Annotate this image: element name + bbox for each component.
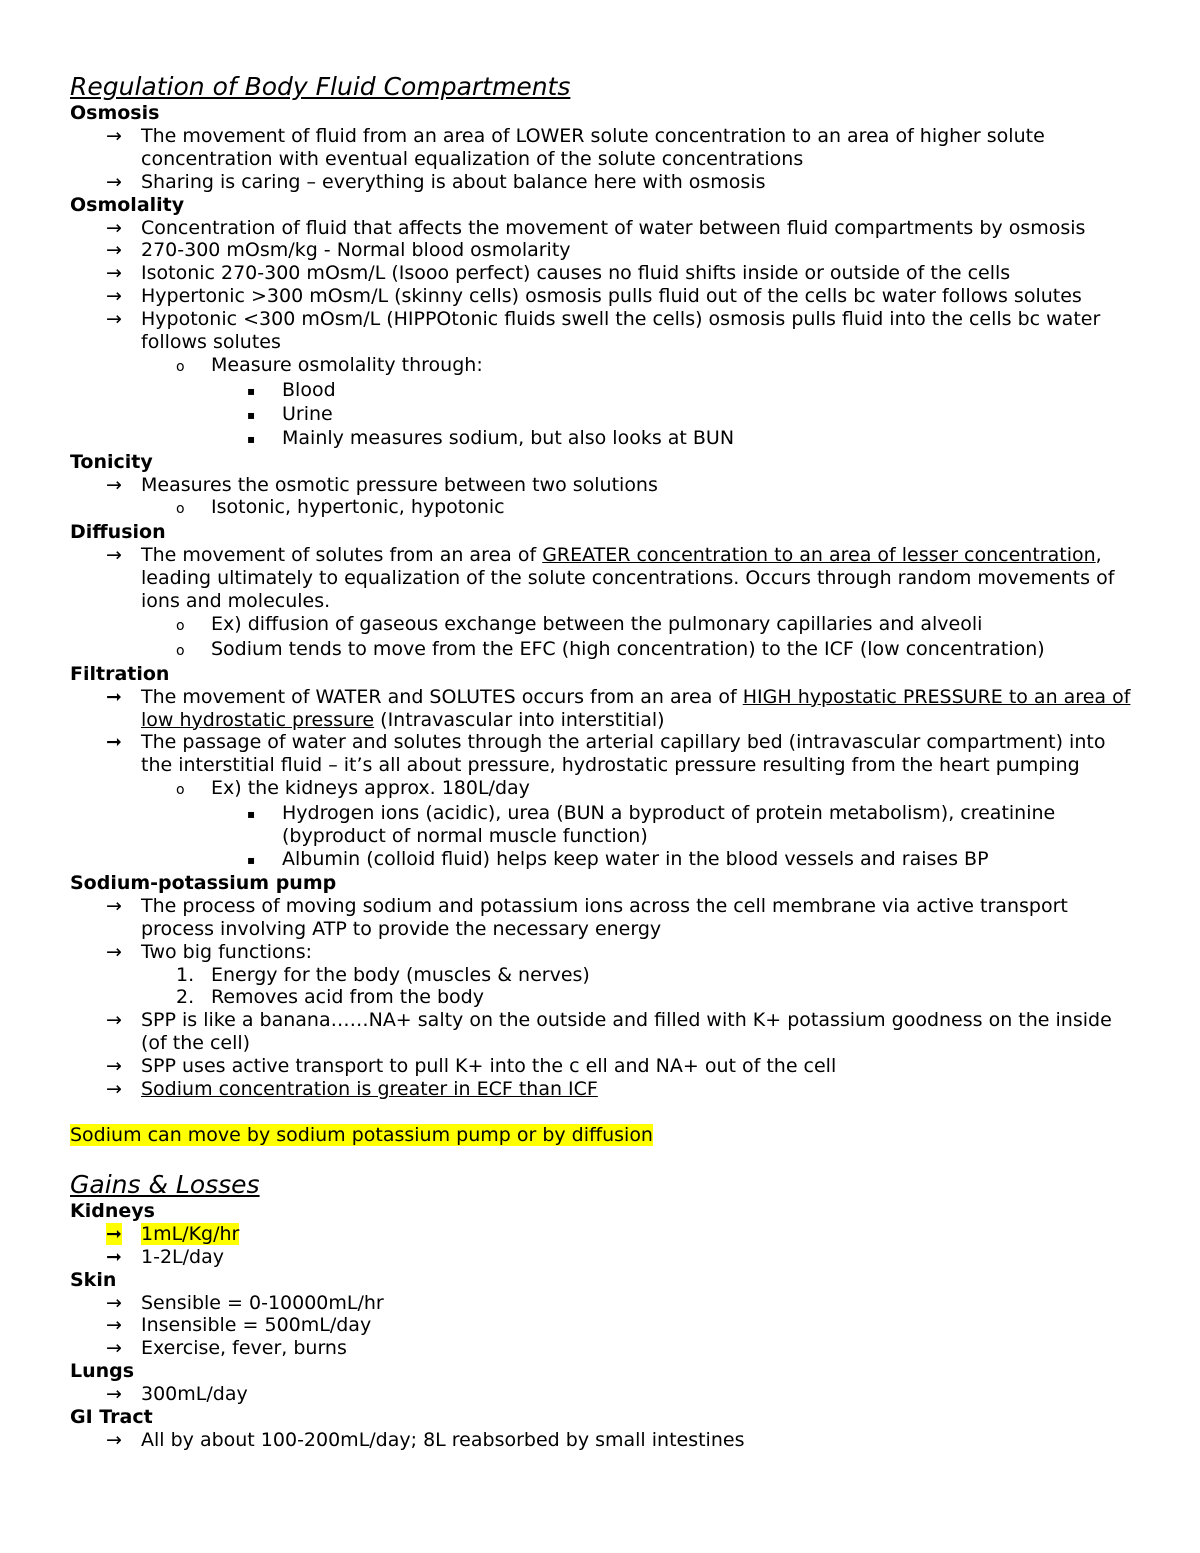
arrow-bullet-icon: →: [106, 170, 122, 193]
arrow-bullet-icon: →: [106, 216, 122, 239]
bullet-item: → SPP uses active transport to pull K+ into the c ell and NA+ out of the cell: [106, 1055, 837, 1078]
arrow-bullet-icon: →: [106, 239, 122, 262]
arrow-bullet-icon: →: [106, 1314, 122, 1337]
sub-bullet-item: o Ex) diffusion of gaseous exchange between the pulmonary capillaries and alveoli: [70, 613, 1140, 638]
square-bullet-icon: ▪: [247, 853, 256, 867]
heading-skin: Skin: [70, 1268, 117, 1291]
arrow-bullet-icon: →: [106, 308, 122, 331]
arrow-bullet-icon: →: [106, 1009, 122, 1032]
section-title-gains-losses: Gains & Losses: [70, 1169, 260, 1199]
arrow-bullet-icon: →: [106, 1428, 122, 1451]
numbered-item: 1. Energy for the body (muscles & nerves): [176, 963, 590, 986]
circle-bullet-icon: o: [176, 782, 185, 799]
numbered-item: 2. Removes acid from the body: [176, 986, 484, 1009]
underlined-text: GREATER concentration to an area of lesser concentration: [542, 544, 1096, 567]
arrow-bullet-icon: →: [106, 1055, 122, 1078]
arrow-bullet-icon: →: [106, 285, 122, 308]
arrow-bullet-icon: →: [106, 940, 122, 963]
bullet-item: ➞ The movement of WATER and SOLUTES occurs from an area of HIGH hypostatic PRESSURE to an area of low hydrostatic pressure (Intravascular into interstitial): [106, 685, 1131, 731]
arrow-bullet-icon: →: [106, 1337, 122, 1360]
sub-bullet-item: o Ex) the kidneys approx. 180L/day: [70, 777, 1140, 802]
bullet-item: → The movement of solutes from an area of GREATER concentration to an area of lesser concentration, leading ultimately to equalization of the solute concentrations. Occurs through random movements of ions and molecules.: [106, 544, 1115, 613]
arrow-bullet-icon: →: [106, 1383, 122, 1406]
arrow-bullet-icon: →: [106, 1291, 122, 1314]
arrow-bullet-icon: →: [106, 473, 122, 496]
bullet-item: → 270-300 mOsm/kg - Normal blood osmolarity: [106, 239, 571, 262]
bullet-item: → SPP is like a banana……NA+ salty on the outside and filled with K+ potassium goodness on the inside (of the cell): [106, 1009, 1112, 1055]
bullet-item: ➞ 1-2L/day: [106, 1245, 224, 1268]
bullet-item: ➞ The passage of water and solutes through the arterial capillary bed (intravascular compartment) into the interstitial fluid – it’s all about pressure, hydrostatic pressure resulting from the heart pumping: [106, 731, 1106, 777]
bullet-item: → Concentration of fluid that affects the movement of water between fluid compartments by osmosis: [106, 216, 1086, 239]
arrow-bullet-icon: →: [106, 124, 122, 147]
heading-tonicity: Tonicity: [70, 450, 153, 473]
bullet-item: → Hypotonic <300 mOsm/L (HIPPOtonic fluids swell the cells) osmosis pulls fluid into the cells bc water follows solutes: [106, 308, 1101, 354]
sub-sub-bullet-item: ▪ Blood: [247, 378, 336, 401]
bullet-item: → Insensible = 500mL/day: [106, 1314, 372, 1337]
bold-arrow-bullet-icon: ➞: [106, 685, 122, 708]
square-bullet-icon: ▪: [247, 407, 256, 422]
heading-kidneys: Kidneys: [70, 1199, 155, 1222]
arrow-bullet-icon: →: [106, 262, 122, 285]
sub-bullet-item: o Isotonic, hypertonic, hypotonic: [70, 496, 1140, 521]
bullet-item: → Measures the osmotic pressure between two solutions: [106, 473, 658, 496]
heading-gi-tract: GI Tract: [70, 1406, 153, 1429]
sub-sub-bullet-item: ▪ Urine: [247, 402, 333, 425]
bullet-item: ➞ 1mL/Kg/hr: [106, 1222, 240, 1245]
bullet-item: → All by about 100-200mL/day; 8L reabsorbed by small intestines: [106, 1428, 745, 1451]
number-marker: 2.: [176, 986, 195, 1009]
bullet-item: → The process of moving sodium and potassium ions across the cell membrane via active transport process involving ATP to provide the necessary energy: [106, 894, 1068, 940]
underlined-text: HIGH hypostatic PRESSURE to an area of low hydrostatic pressure: [141, 685, 1131, 731]
bullet-item: → Sensible = 0-10000mL/hr: [106, 1291, 384, 1314]
bullet-item: [70, 1078, 1140, 1101]
square-bullet-icon: ▪: [247, 383, 256, 398]
square-bullet-icon: ▪: [247, 807, 256, 822]
circle-bullet-icon: o: [176, 642, 185, 659]
circle-bullet-icon: o: [176, 501, 185, 518]
heading-lungs: Lungs: [70, 1360, 135, 1383]
number-marker: 1.: [176, 963, 195, 986]
sub-bullet-item: o Sodium tends to move from the EFC (high concentration) to the ICF (low concentration): [70, 638, 1140, 663]
circle-bullet-icon: o: [176, 617, 185, 634]
heading-diffusion: Diffusion: [70, 521, 166, 544]
highlighted-note: Sodium can move by sodium potassium pump or by diffusion: [70, 1123, 653, 1146]
square-bullet-icon: ▪: [247, 431, 256, 446]
sub-sub-bullet-item: ▪ Mainly measures sodium, but also looks at BUN: [247, 426, 735, 449]
bullet-item: → Sharing is caring – everything is about balance here with osmosis: [106, 170, 766, 193]
heading-sodium-potassium-pump: Sodium-potassium pump: [70, 871, 337, 894]
arrow-bullet-icon: →: [106, 1078, 122, 1101]
arrow-bullet-icon: →: [106, 544, 122, 567]
sub-bullet-item: o Measure osmolality through:: [70, 354, 1140, 379]
bullet-item: → The movement of fluid from an area of LOWER solute concentration to an area of higher solute concentration with eventual equalization of the solute concentrations: [106, 124, 1045, 170]
bold-arrow-bullet-icon: ➞: [106, 1245, 122, 1268]
bold-arrow-bullet-icon: ➞: [106, 1222, 122, 1245]
heading-filtration: Filtration: [70, 662, 170, 685]
bullet-item: → Exercise, fever, burns: [106, 1337, 347, 1360]
bullet-item: → Two big functions:: [106, 940, 313, 963]
circle-bullet-icon: o: [176, 358, 185, 375]
bullet-item: → Hypertonic >300 mOsm/L (skinny cells) osmosis pulls fluid out of the cells bc water follows solutes: [106, 285, 1082, 308]
section-title-regulation: Regulation of Body Fluid Compartments: [70, 72, 571, 101]
heading-osmosis: Osmosis: [70, 102, 160, 124]
bullet-item: → 300mL/day: [106, 1383, 248, 1406]
document-page: [70, 72, 1140, 1452]
heading-osmolality: Osmolality: [70, 193, 185, 216]
sub-sub-bullet-item: ▪ Hydrogen ions (acidic), urea (BUN a byproduct of protein metabolism), creatinine (byproduct of normal muscle function): [247, 802, 1056, 848]
underlined-text: Sodium concentration is greater in ECF than ICF: [141, 1078, 598, 1101]
bold-arrow-bullet-icon: ➞: [106, 731, 122, 754]
sub-sub-bullet-item: ▪ Albumin (colloid fluid) helps keep water in the blood vessels and raises BP: [247, 848, 989, 870]
bullet-item: → Isotonic 270-300 mOsm/L (Isooo perfect) causes no fluid shifts inside or outside of the cells: [106, 262, 1011, 285]
arrow-bullet-icon: →: [106, 894, 122, 917]
